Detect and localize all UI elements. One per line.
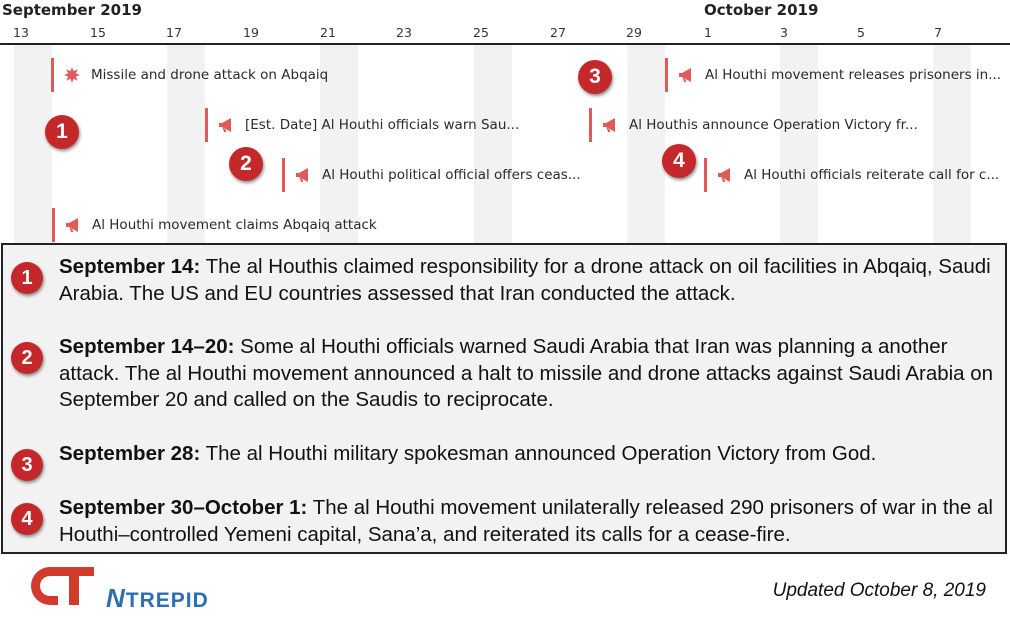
tick-label: 5 bbox=[857, 25, 865, 40]
updated-date: Updated October 8, 2019 bbox=[772, 580, 986, 601]
burst-icon bbox=[63, 66, 81, 84]
tick-label: 3 bbox=[780, 25, 788, 40]
timeline-band bbox=[14, 45, 52, 243]
timeline-band bbox=[627, 45, 665, 243]
note-badge: 3 bbox=[11, 449, 43, 481]
note-text bbox=[59, 254, 1003, 307]
timeline-axis bbox=[0, 43, 1010, 45]
tick-label: 25 bbox=[473, 25, 489, 40]
event-marker-bar bbox=[205, 108, 208, 142]
tick-label: 19 bbox=[243, 25, 259, 40]
note-badge: 2 bbox=[11, 342, 43, 374]
tick-label: 1 bbox=[704, 25, 712, 40]
megaphone-icon bbox=[217, 116, 235, 134]
event-marker-bar bbox=[665, 58, 668, 92]
ntrepid-logo-initial: N bbox=[106, 583, 126, 613]
megaphone-icon bbox=[601, 116, 619, 134]
timeline-badge-2: 2 bbox=[229, 147, 263, 181]
month-label-october: October 2019 bbox=[704, 1, 819, 19]
note-body: The al Houthi military spokesman announced Operation Victory from God. bbox=[200, 442, 877, 465]
event-label: Al Houthi officials reiterate call for c... bbox=[744, 167, 1000, 183]
tick-label: 7 bbox=[934, 25, 942, 40]
event-label: Al Houthis announce Operation Victory fr... bbox=[629, 117, 918, 133]
event-label: Missile and drone attack on Abqaiq bbox=[91, 67, 329, 83]
note-badge: 1 bbox=[11, 262, 43, 294]
tick-label: 15 bbox=[90, 25, 106, 40]
megaphone-icon bbox=[677, 66, 695, 84]
note-badge: 4 bbox=[11, 503, 43, 535]
megaphone-icon bbox=[64, 216, 82, 234]
timeline-badge-1: 1 bbox=[45, 115, 79, 149]
note-text bbox=[59, 334, 1003, 414]
tick-label: 29 bbox=[626, 25, 642, 40]
note-text bbox=[59, 441, 1003, 468]
tick-label: 21 bbox=[320, 25, 336, 40]
month-label-september: September 2019 bbox=[2, 1, 142, 19]
note-body: The al Houthi movement unilaterally released 290 prisoners of war in the al Houthi–controlled Yemeni capital, Sana’a, and reiterated its calls for a cease-fire. bbox=[59, 496, 993, 546]
timeline bbox=[0, 0, 1010, 243]
event-label: Al Houthi political official offers ceas... bbox=[322, 167, 581, 183]
ntrepid-logo bbox=[106, 583, 209, 614]
tick-label: 27 bbox=[550, 25, 566, 40]
event-marker-bar bbox=[704, 158, 707, 192]
megaphone-icon bbox=[716, 166, 734, 184]
note-date: September 14–20: bbox=[59, 335, 235, 358]
tick-label: 23 bbox=[396, 25, 412, 40]
note-body: The al Houthis claimed responsibility for a drone attack on oil facilities in Abqaiq, Saudi Arabia. The US and EU countries assessed that Iran conducted the attack. bbox=[59, 255, 991, 305]
megaphone-icon bbox=[294, 166, 312, 184]
note-date: September 14: bbox=[59, 255, 201, 278]
ct-logo bbox=[28, 565, 96, 607]
event-marker-bar bbox=[51, 58, 54, 92]
timeline-badge-3: 3 bbox=[578, 60, 612, 94]
event-marker-bar bbox=[52, 208, 55, 242]
tick-label: 13 bbox=[13, 25, 29, 40]
note-body: Some al Houthi officials warned Saudi Arabia that Iran was planning a another attack. The al Houthi movement announced a halt to missile and drone attacks against Saudi Arabia on September 20 and called on the Saudis to reciprocate. bbox=[59, 335, 994, 411]
note-date: September 30–October 1: bbox=[59, 496, 308, 519]
timeline-band bbox=[474, 45, 512, 243]
event-label: Al Houthi movement releases prisoners in... bbox=[705, 67, 1002, 83]
event-marker-bar bbox=[282, 158, 285, 192]
event-label: [Est. Date] Al Houthi officials warn Sau... bbox=[245, 117, 520, 133]
tick-label: 17 bbox=[166, 25, 182, 40]
note-text bbox=[59, 495, 1003, 548]
event-marker-bar bbox=[589, 108, 592, 142]
note-date: September 28: bbox=[59, 442, 201, 465]
event-label: Al Houthi movement claims Abqaiq attack bbox=[92, 217, 377, 233]
event-notes-panel bbox=[1, 243, 1007, 554]
timeline-badge-4: 4 bbox=[662, 144, 696, 178]
ntrepid-logo-rest: TREPID bbox=[125, 589, 209, 612]
